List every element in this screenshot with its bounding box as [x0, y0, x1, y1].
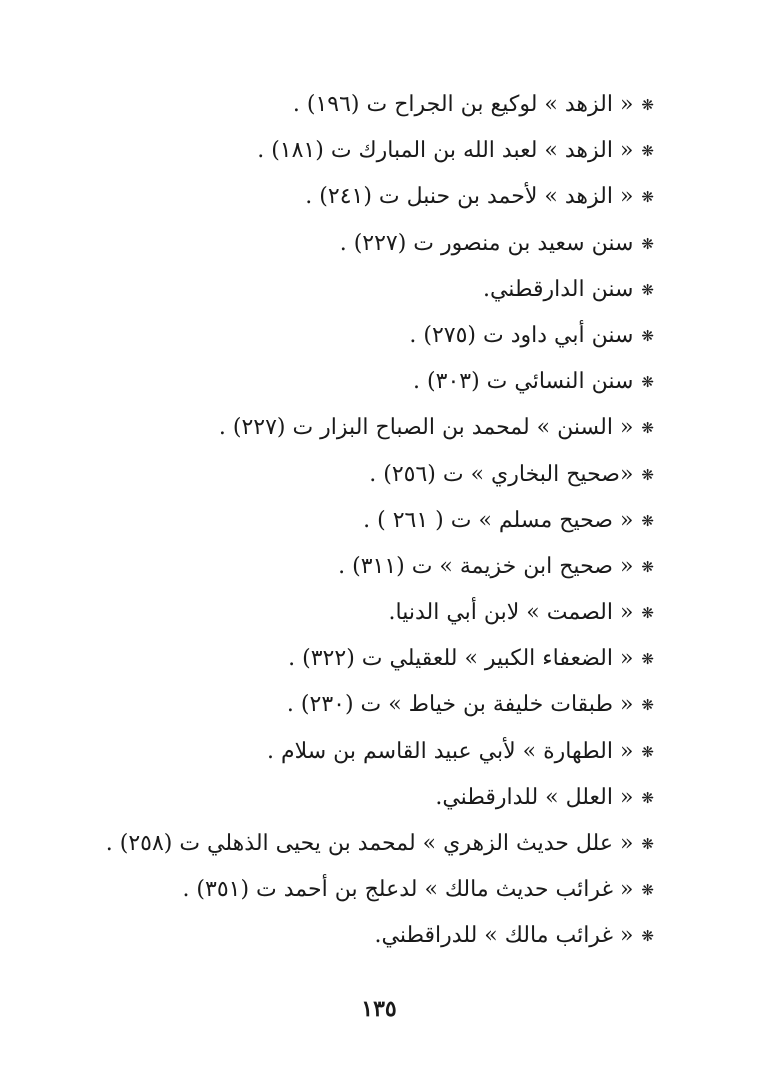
list-item	[34, 636, 654, 682]
asterisk-bullet-icon: ❋	[641, 373, 654, 392]
asterisk-bullet-icon: ❋	[641, 788, 654, 807]
asterisk-bullet-icon: ❋	[641, 188, 654, 207]
list-item	[34, 729, 654, 775]
entry-text: « علل حديث الزهري » لمحمد بن يحيى الذهلي ت (٢٥٨) .	[105, 831, 634, 856]
list-item	[34, 174, 654, 220]
list-item	[34, 821, 654, 867]
entry-text: « الزهد » لوكيع بن الجراح ت (١٩٦) .	[292, 92, 634, 117]
entry-text: « غرائب مالك » للدراقطني.	[374, 923, 634, 949]
list-item	[34, 82, 654, 128]
asterisk-bullet-icon: ❋	[641, 142, 654, 161]
asterisk-bullet-icon: ❋	[641, 96, 654, 114]
list-item	[34, 221, 654, 267]
list-item	[34, 498, 654, 544]
entry-text: « الزهد » لعبد الله بن المبارك ت (١٨١) .	[257, 138, 634, 164]
list-item	[34, 313, 654, 359]
asterisk-bullet-icon: ❋	[641, 881, 654, 900]
list-item	[34, 267, 654, 313]
list-item	[34, 544, 654, 590]
list-item	[34, 682, 654, 728]
list-item	[34, 867, 654, 913]
list-item	[34, 590, 654, 636]
entry-text: « الضعفاء الكبير » للعقيلي ت (٣٢٢) .	[288, 646, 634, 672]
asterisk-bullet-icon: ❋	[641, 835, 654, 853]
asterisk-bullet-icon: ❋	[641, 465, 654, 484]
asterisk-bullet-icon: ❋	[641, 696, 654, 715]
asterisk-bullet-icon: ❋	[641, 604, 654, 623]
asterisk-bullet-icon: ❋	[641, 234, 654, 253]
list-item	[34, 452, 654, 498]
entry-text: « صحيح مسلم » ت ( ٢٦١ ) .	[363, 507, 634, 533]
entry-text: سنن أبي داود ت (٢٧٥) .	[409, 322, 634, 348]
list-item	[34, 913, 654, 959]
entry-text: « صحيح ابن خزيمة » ت (٣١١) .	[338, 553, 634, 579]
entry-text: « الطهارة » لأبي عبيد القاسم بن سلام .	[266, 738, 634, 764]
list-item	[34, 405, 654, 451]
entry-text: « العلل » للدارقطني.	[435, 784, 634, 810]
asterisk-bullet-icon: ❋	[641, 557, 654, 576]
entry-text: « السنن » لمحمد بن الصباح البزار ت (٢٢٧) .	[218, 415, 634, 441]
bibliography-list	[34, 82, 654, 960]
entry-text: « غرائب حديث مالك » لدعلج بن أحمد ت (٣٥١) .	[182, 877, 634, 903]
entry-text: سنن النسائي ت (٣٠٣) .	[413, 369, 634, 395]
entry-text: « طبقات خليفة بن خياط » ت (٢٣٠) .	[286, 692, 634, 718]
list-item	[34, 775, 654, 821]
entry-text: سنن سعيد بن منصور ت (٢٢٧) .	[339, 230, 634, 256]
asterisk-bullet-icon: ❋	[641, 511, 654, 530]
entry-text: « الزهد » لأحمد بن حنبل ت (٢٤١) .	[305, 184, 634, 210]
asterisk-bullet-icon: ❋	[641, 419, 654, 438]
list-item	[34, 359, 654, 405]
asterisk-bullet-icon: ❋	[641, 650, 654, 669]
asterisk-bullet-icon: ❋	[641, 927, 654, 946]
entry-text: «صحيح البخاري » ت (٢٥٦) .	[369, 461, 634, 487]
entry-text: « الصمت » لابن أبي الدنيا.	[388, 600, 634, 626]
asterisk-bullet-icon: ❋	[641, 742, 654, 761]
asterisk-bullet-icon: ❋	[641, 280, 654, 299]
page-number: ١٣٥	[361, 996, 397, 1022]
asterisk-bullet-icon: ❋	[641, 326, 654, 345]
list-item	[34, 128, 654, 174]
entry-text: سنن الدارقطني.	[482, 276, 634, 302]
